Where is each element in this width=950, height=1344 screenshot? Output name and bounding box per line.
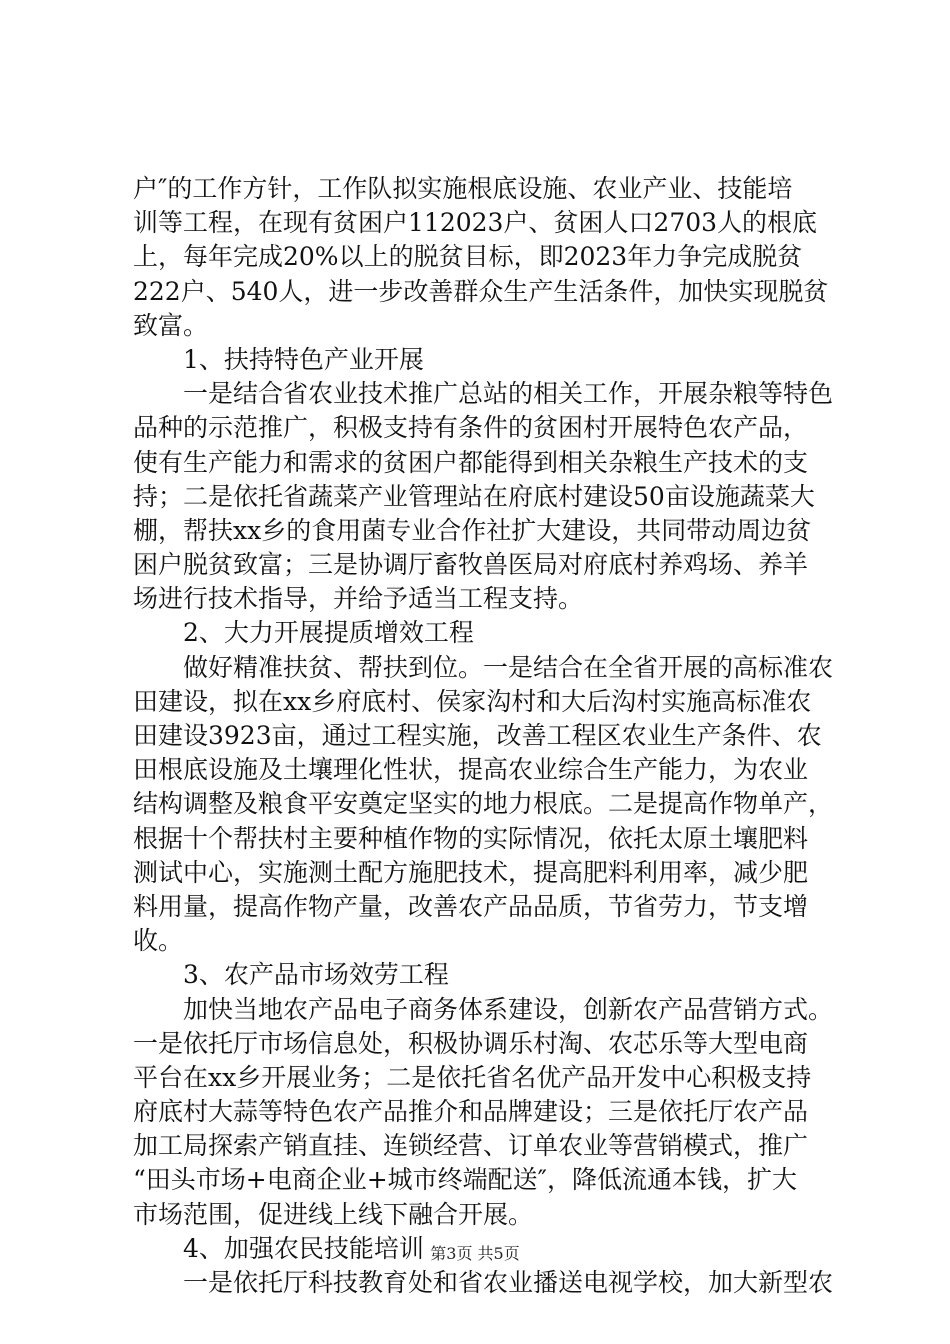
text-line: 府底村大蒜等特色农产品推介和品牌建设；三是依托厅农产品 <box>133 1097 809 1127</box>
text-line: 料用量，提高作物产量，改善农产品品质，节省劳力，节支增 <box>133 891 809 921</box>
text-line: 2、大力开展提质增效工程 <box>183 618 474 648</box>
text-line: 加快当地农产品电子商务体系建设，创新农产品营销方式。 <box>183 994 834 1024</box>
text-line: 持；二是依托省蔬菜产业管理站在府底村建设50亩设施蔬菜大 <box>133 481 815 511</box>
text-line: 一是结合省农业技术推广总站的相关工作，开展杂粮等特色 <box>183 379 834 409</box>
text-line: 棚，帮扶xx乡的食用菌专业合作社扩大建设，共同带动周边贫 <box>133 515 812 545</box>
text-line: 222户、540人，进一步改善群众生产生活条件，加快实现脱贫 <box>133 276 829 306</box>
text-line: “田头市场+电商企业+城市终端配送″，降低流通本钱，扩大 <box>133 1165 798 1195</box>
text-line: 根据十个帮扶村主要种植作物的实际情况，依托太原土壤肥料 <box>133 823 809 853</box>
text-line: 使有生产能力和需求的贫困户都能得到相关杂粮生产技术的支 <box>133 447 809 477</box>
text-line: 结构调整及粮食平安奠定坚实的地力根底。二是提高作物单产， <box>133 789 834 819</box>
text-line: 训等工程，在现有贫困户112023户、贫困人口2703人的根底 <box>133 208 818 238</box>
text-line: 一是依托厅科技教育处和省农业播送电视学校，加大新型农 <box>183 1268 834 1297</box>
text-line: 困户脱贫致富；三是协调厅畜牧兽医局对府底村养鸡场、养羊 <box>133 550 809 580</box>
text-line: 田建设，拟在xx乡府底村、侯家沟村和大后沟村实施高标准农 <box>133 686 812 716</box>
text-line: 市场范围，促进线上线下融合开展。 <box>133 1199 534 1229</box>
text-line: 田根底设施及土壤理化性状，提高农业综合生产能力，为农业 <box>133 755 809 785</box>
document-body <box>133 172 833 1300</box>
text-line: 一是依托厅市场信息处，积极协调乐村淘、农芯乐等大型电商 <box>133 1028 809 1058</box>
text-line: 户″的工作方针，工作队拟实施根底设施、农业产业、技能培 <box>133 174 793 203</box>
text-line: 上，每年完成20%以上的脱贫目标，即2023年力争完成脱贫 <box>133 242 803 272</box>
page-number-footer: 第3页 共5页 <box>430 1244 520 1263</box>
text-line: 收。 <box>133 926 184 956</box>
text-line: 致富。 <box>133 310 209 340</box>
text-line: 测试中心，实施测土配方施肥技术，提高肥料利用率，减少肥 <box>133 857 809 887</box>
text-line: 田建设3923亩，通过工程实施，改善工程区农业生产条件、农 <box>133 721 822 750</box>
text-line: 做好精准扶贫、帮扶到位。一是结合在全省开展的高标准农 <box>183 652 834 682</box>
text-line: 品种的示范推广，积极支持有条件的贫困村开展特色农产品， <box>133 413 809 443</box>
text-line: 3、农产品市场效劳工程 <box>183 960 449 990</box>
text-line: 平台在xx乡开展业务；二是依托省名优产品开发中心积极支持 <box>133 1062 812 1092</box>
text-line: 加工局探索产销直挂、连锁经营、订单农业等营销模式，推广 <box>133 1131 809 1161</box>
text-line: 1、扶持特色产业开展 <box>183 344 424 374</box>
text-line: 4、加强农民技能培训 <box>183 1233 424 1263</box>
text-line: 场进行技术指导，并给予适当工程支持。 <box>133 584 584 614</box>
